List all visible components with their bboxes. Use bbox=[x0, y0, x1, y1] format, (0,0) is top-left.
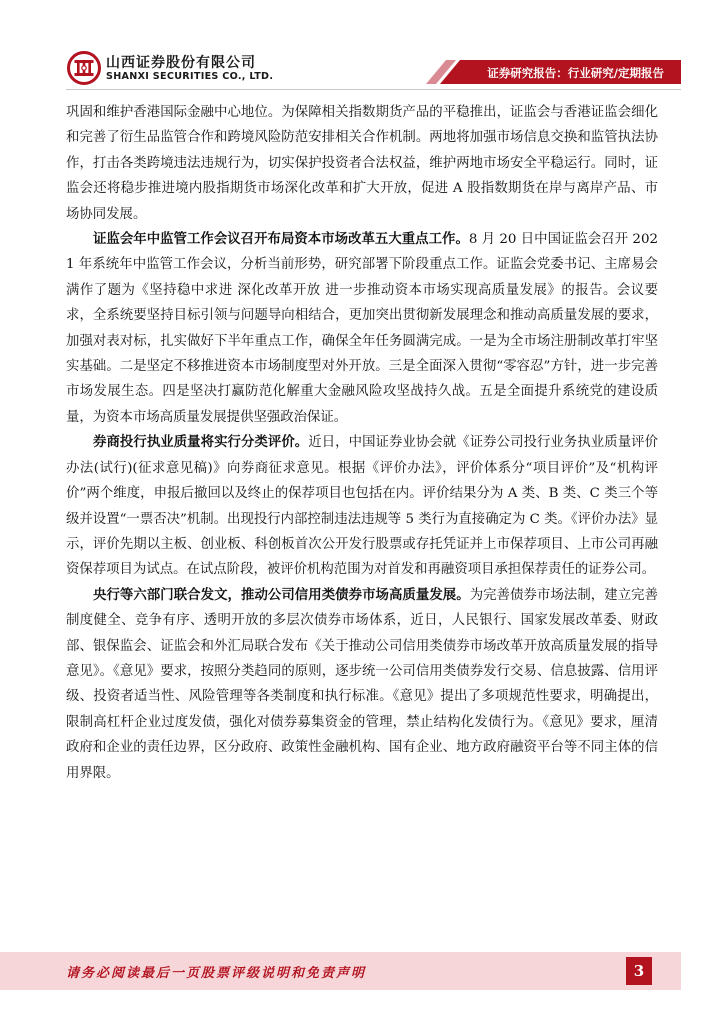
paragraph-4-text: 为完善债券市场法制，建立完善制度健全、竞争有序、透明开放的多层次债券市场体系，近日，人民银行、国家发展改革委、财政部、银保监会、证监会和外汇局联合发布《关于推动公司信用类债券市场改革开放高质量发展的指导意见》。《意见》要求，按照分类趋同的原则，逐步统一公司信用类债券发行交易、信息披露、信用评级、投资者适当性、风险管理等各类制度和执行标准。《意见》提出了多项规范性要求，明确提出，限制高杠杆企业过度发债，强化对债券募集资金的管理，禁止结构化发债行为。《意见》要求，厘清政府和企业的责任边界，区分政府、政策性金融机构、国有企业、地方政府融资平台等不同主体的信用界限。 bbox=[66, 587, 659, 781]
company-name-en: SHANXI SECURITIES CO., LTD. bbox=[106, 71, 274, 82]
paragraph-3 bbox=[66, 430, 658, 582]
header-divider bbox=[66, 89, 681, 90]
report-category-label: 证券研究报告：行业研究/定期报告 bbox=[487, 66, 664, 80]
paragraph-4 bbox=[66, 583, 658, 786]
company-name-cn: 山西证券股份有限公司 bbox=[106, 55, 256, 71]
footer-disclaimer: 请务必阅读最后一页股票评级说明和免责声明 bbox=[66, 966, 367, 981]
paragraph-2 bbox=[66, 227, 658, 430]
paragraph-2-text: 8 月 20 日中国证监会召开 2021 年系统年中监管工作会议，分析当前形势，研究部署下阶段重点工作。证监会党委书记、主席易会满作了题为《坚持稳中求进 深化改革开放 进一步推动资本市场实现高质量发展》的报告。会议要求，全系统要坚持目标引领与问题导向相结合，更加突出贯彻新发展理念和推动高质量发展的要求，加强对表对标，扎实做好下半年重点工作，确保全年任务圆满完成。一是为全市场注册制改革打牢坚实基础。二是坚定不移推进资本市场制度型对外开放。三是全面深入贯彻“零容忍”方针，进一步完善市场发展生态。四是坚决打赢防范化解重大金融风险攻坚战持久战。五是全面提升系统党的建设质量，为资本市场高质量发展提供坚强政治保证。 bbox=[66, 232, 658, 425]
paragraph-3-text: 近日，中国证券业协会就《证券公司投行业务执业质量评价办法(试行)(征求意见稿)》向券商征求意见。根据《评价办法》，评价体系分“项目评价”及“机构评价”两个维度，申报后撤回以及终止的保荐项目也包括在内。评价结果分为 A 类、B 类、C 类三个等级并设置“一票否决”机制。出现投行内部控制违法违规等 5 类行为直接确定为 C 类。《评价办法》显示，评价先期以主板、创业板、科创板首次公开发行股票或存托凭证并上市保荐项目、上市公司再融资保荐项目为试点。在试点阶段，被评价机构范围为对首发和再融资项目承担保荐责任的证券公司。 bbox=[66, 435, 659, 578]
page-number: 3 bbox=[626, 957, 652, 985]
paragraph-1: 巩固和维护香港国际金融中心地位。为保障相关指数期货产品的平稳推出，证监会与香港证监会细化和完善了衍生品监管合作和跨境风险防范安排相关合作机制。两地将加强市场信息交换和监管执法协作，打击各类跨境违法违规行为，切实保护投资者合法权益，维护两地市场安全平稳运行。同时，证监会还将稳步推进境内股指期货市场深化改革和扩大开放，促进 A 股指数期货在岸与离岸产品、市场协同发展。 bbox=[66, 105, 658, 222]
paragraph-4-heading: 央行等六部门联合发文，推动公司信用类债券市场高质量发展。 bbox=[93, 586, 470, 603]
paragraph-2-heading: 证监会年中监管工作会议召开布局资本市场改革五大重点工作。 bbox=[93, 231, 469, 248]
report-body bbox=[66, 100, 658, 786]
paragraph-3-heading: 券商投行执业质量将实行分类评价。 bbox=[93, 434, 309, 451]
